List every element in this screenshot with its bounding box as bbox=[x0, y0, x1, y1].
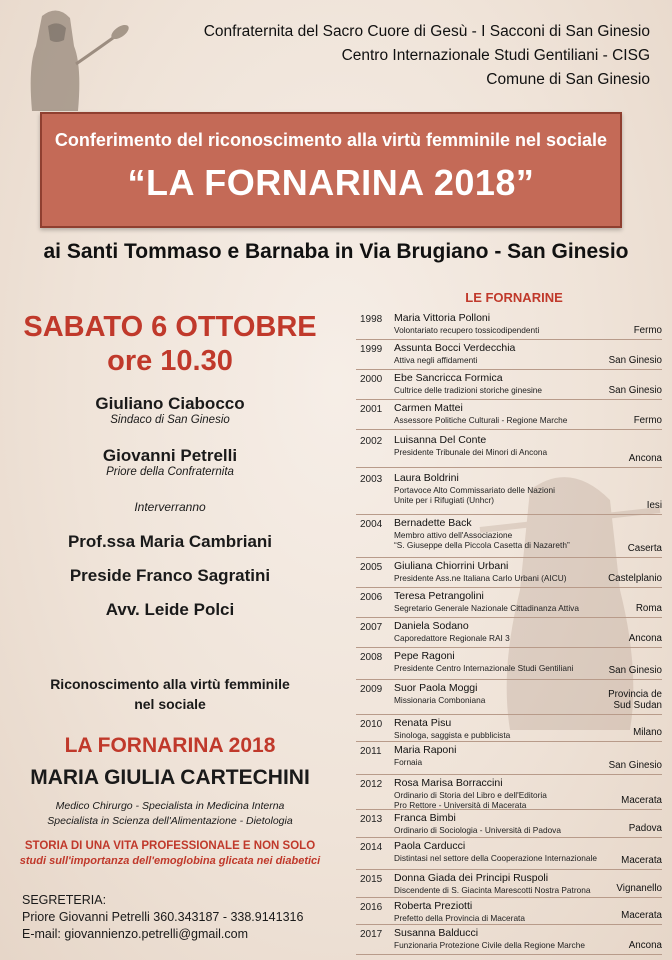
speaker-block bbox=[10, 394, 330, 426]
speaker-name: Giovanni Petrelli bbox=[102, 446, 238, 465]
organizers-header bbox=[204, 20, 650, 92]
fornarina-row bbox=[356, 369, 662, 400]
fornarina-place bbox=[621, 910, 662, 921]
fornarina-year: 2015 bbox=[360, 874, 383, 885]
recognition-line: nel sociale bbox=[134, 696, 206, 712]
fornarina-place-line: Milano bbox=[633, 727, 662, 738]
fornarina-place-line: Iesi bbox=[646, 500, 662, 511]
fornarina-year: 1998 bbox=[360, 314, 383, 325]
winner-name: MARIA GIULIA CARTECHINI bbox=[30, 766, 310, 789]
secretariat-contact: Priore Giovanni Petrelli 360.343187 - 338.9141316 bbox=[22, 910, 304, 924]
fornarina-description: Fornaia bbox=[394, 757, 423, 767]
fornarina-name: Daniela Sodano bbox=[394, 620, 469, 632]
fornarina-description: Caporedattore Regionale RAI 3 bbox=[394, 633, 510, 643]
fornarina-year: 2001 bbox=[360, 404, 383, 415]
winner-description: Specialista in Scienza dell'Alimentazione - Dietologia bbox=[47, 815, 293, 827]
organizer-line: Comune di San Ginesio bbox=[486, 71, 650, 88]
fornarina-place bbox=[628, 543, 662, 554]
speaker-role: Priore della Confraternita bbox=[106, 466, 234, 478]
fornarina-name: Susanna Balducci bbox=[394, 927, 479, 939]
fornarina-description: Presidente Centro Internazionale Studi Gentiliani bbox=[394, 663, 574, 673]
fornarina-name: Rosa Marisa Borraccini bbox=[394, 777, 503, 789]
recognition-line: Riconoscimento alla virtù femminile bbox=[50, 676, 290, 692]
fornarina-year: 2006 bbox=[360, 592, 383, 603]
fornarina-name: Pepe Ragoni bbox=[394, 650, 455, 662]
fornarina-place-line: Ancona bbox=[628, 940, 662, 951]
fornarina-place-line: Castelplanio bbox=[608, 573, 662, 584]
fornarina-name: Laura Boldrini bbox=[394, 472, 459, 484]
guest-name: Avv. Leide Polci bbox=[105, 600, 235, 619]
interverranno-label: Interverranno bbox=[134, 500, 206, 514]
fornarina-name: Suor Paola Moggi bbox=[394, 682, 478, 694]
award-name: LA FORNARINA 2018 bbox=[64, 734, 276, 757]
fornarina-description: Sinologa, saggista e pubblicista bbox=[394, 730, 511, 740]
fornarina-description: Prefetto della Provincia di Macerata bbox=[394, 913, 525, 923]
fornarina-description: Portavoce Alto Commissariato delle Nazioni bbox=[394, 485, 555, 495]
fornarina-name: Paola Carducci bbox=[394, 840, 466, 852]
fornarina-place bbox=[608, 573, 662, 584]
organizer-line: Centro Internazionale Studi Gentiliani - CISG bbox=[341, 47, 650, 64]
fornarina-row bbox=[356, 774, 662, 810]
fornarina-year: 2003 bbox=[360, 474, 383, 485]
fornarina-year: 2011 bbox=[360, 746, 382, 757]
fornarina-place bbox=[609, 385, 662, 396]
fornarina-place-line: Vignanello bbox=[616, 883, 662, 894]
fornarina-description: Distintasi nel settore della Cooperazione Internazionale bbox=[394, 853, 597, 863]
fornarina-place bbox=[616, 883, 662, 894]
talk-title: STORIA DI UNA VITA PROFESSIONALE E NON SOLO bbox=[24, 840, 316, 852]
fornarina-name: Assunta Bocci Verdecchia bbox=[394, 342, 516, 354]
guest-name: Preside Franco Sagratini bbox=[69, 566, 271, 585]
fornarina-place-line: Macerata bbox=[621, 795, 662, 806]
fornarina-year: 2007 bbox=[360, 622, 383, 633]
fornarina-name: Giuliana Chiorrini Urbani bbox=[394, 560, 509, 572]
fornarina-place-line: Caserta bbox=[627, 543, 662, 554]
fornarina-row bbox=[356, 617, 662, 648]
fornarina-description: Discendente di S. Giacinta Marescotti Nostra Patrona bbox=[394, 885, 591, 895]
fornarina-year: 2010 bbox=[360, 719, 383, 730]
fornarina-year: 2008 bbox=[360, 652, 383, 663]
fornarina-place-line: Provincia de bbox=[608, 689, 662, 700]
fornarina-description: Ordinario di Storia del Libro e dell'Editoria bbox=[394, 790, 547, 800]
venue: ai Santi Tommaso e Barnaba in Via Brugiano - San Ginesio bbox=[43, 240, 629, 263]
fornarina-row bbox=[356, 647, 662, 680]
fornarina-place bbox=[629, 823, 662, 834]
fornarina-name: Renata Pisu bbox=[394, 717, 452, 729]
fornarina-place-line: San Ginesio bbox=[608, 355, 662, 366]
fornarina-name: Roberta Preziotti bbox=[394, 900, 473, 912]
secretariat-label: SEGRETERIA: bbox=[22, 893, 107, 907]
fornarina-row bbox=[356, 309, 662, 340]
fornarina-row bbox=[356, 924, 662, 955]
talk-subtitle: studi sull'importanza dell'emoglobina glicata nei diabetici bbox=[19, 855, 321, 867]
fornarina-row bbox=[356, 897, 662, 925]
fornarina-place bbox=[634, 325, 662, 336]
fornarina-place-line: San Ginesio bbox=[608, 665, 662, 676]
fornarina-description: Attiva negli affidamenti bbox=[394, 355, 478, 365]
fornarina-year: 1999 bbox=[360, 344, 383, 355]
fornarina-name: Maria Raponi bbox=[394, 744, 457, 756]
fornarina-row bbox=[356, 431, 662, 468]
fornarina-year: 2013 bbox=[360, 814, 383, 825]
fornarina-row bbox=[356, 741, 662, 775]
fornarina-description: Ordinario di Sociologia - Università di Padova bbox=[394, 825, 561, 835]
fornarina-year: 2016 bbox=[360, 902, 383, 913]
fornarina-place bbox=[621, 855, 662, 866]
fornarina-name: Carmen Mattei bbox=[394, 402, 463, 414]
fornarina-place-line: San Ginesio bbox=[608, 760, 662, 771]
fornarina-row bbox=[356, 514, 662, 558]
event-date-block bbox=[10, 310, 330, 378]
fornarina-place bbox=[629, 633, 662, 644]
fornarina-year: 2017 bbox=[360, 929, 383, 940]
fornarina-place-line: San Ginesio bbox=[608, 385, 662, 396]
fornarine-title: LE FORNARINE bbox=[465, 290, 563, 305]
fornarina-place bbox=[609, 665, 662, 676]
guest-name: Prof.ssa Maria Cambriani bbox=[67, 532, 273, 551]
title-banner bbox=[40, 112, 622, 228]
fornarina-row bbox=[356, 399, 662, 430]
fornarina-description: Missionaria Comboniana bbox=[394, 695, 486, 705]
fornarina-place-line: Fermo bbox=[633, 415, 662, 426]
fornarina-place bbox=[629, 940, 662, 951]
fornarina-place-line: Roma bbox=[635, 603, 662, 614]
fornarina-place bbox=[608, 689, 662, 711]
fornarina-place bbox=[629, 453, 662, 464]
fornarina-description: Presidente Ass.ne Italiana Carlo Urbani (AICU) bbox=[394, 573, 567, 583]
fornarina-place bbox=[633, 727, 662, 738]
organizer-line: Confraternita del Sacro Cuore di Gesù - I Sacconi di San Ginesio bbox=[203, 23, 650, 40]
fornarina-row bbox=[356, 869, 662, 898]
fornarina-row bbox=[356, 679, 662, 715]
secretariat-email: E-mail: giovannienzo.petrelli@gmail.com bbox=[22, 927, 248, 941]
winner-description: Medico Chirurgo - Specialista in Medicina Interna bbox=[55, 800, 285, 812]
fornarina-year: 2005 bbox=[360, 562, 383, 573]
fornarina-place bbox=[609, 760, 662, 771]
speaker-role: Sindaco di San Ginesio bbox=[110, 414, 230, 426]
fornarina-place-line: Padova bbox=[628, 823, 662, 834]
hooded-figure-illustration bbox=[12, 6, 132, 116]
fornarina-row bbox=[356, 714, 662, 742]
fornarina-year: 2014 bbox=[360, 842, 383, 853]
recognition-heading bbox=[10, 674, 330, 714]
speaker-name: Giuliano Ciabocco bbox=[95, 394, 245, 413]
fornarina-place-line: Ancona bbox=[628, 633, 662, 644]
fornarina-name: Franca Bimbi bbox=[394, 812, 456, 824]
fornarina-description: “S. Giuseppe della Piccola Casetta di Nazareth” bbox=[394, 540, 570, 550]
fornarina-name: Teresa Petrangolini bbox=[394, 590, 484, 602]
fornarina-year: 2009 bbox=[360, 684, 383, 695]
fornarina-row bbox=[356, 557, 662, 588]
speaker-block bbox=[10, 446, 330, 478]
fornarina-place-line: Macerata bbox=[621, 910, 662, 921]
fornarina-description: Membro attivo dell'Associazione bbox=[394, 530, 513, 540]
fornarina-name: Luisanna Del Conte bbox=[394, 434, 487, 446]
fornarina-row bbox=[356, 587, 662, 618]
fornarina-description: Volontariato recupero tossicodipendenti bbox=[394, 325, 540, 335]
fornarina-name: Bernadette Back bbox=[394, 517, 472, 529]
event-date: SABATO 6 OTTOBRE bbox=[23, 311, 317, 343]
fornarina-row bbox=[356, 809, 662, 838]
fornarina-place-line: Fermo bbox=[633, 325, 662, 336]
fornarina-place-line: Ancona bbox=[628, 453, 662, 464]
fornarina-year: 2012 bbox=[360, 779, 383, 790]
fornarina-place-line: Sud Sudan bbox=[613, 700, 662, 711]
fornarina-description: Unite per i Rifugiati (Unhcr) bbox=[394, 495, 495, 505]
fornarina-name: Donna Giada dei Principi Ruspoli bbox=[394, 872, 549, 884]
fornarina-description: Funzionaria Protezione Civile della Regione Marche bbox=[394, 940, 585, 950]
banner-title: “LA FORNARINA 2018” bbox=[127, 162, 535, 203]
fornarina-description: Assessore Politiche Culturali - Regione Marche bbox=[394, 415, 568, 425]
fornarina-row bbox=[356, 469, 662, 515]
fornarina-row bbox=[356, 339, 662, 370]
fornarina-year: 2002 bbox=[360, 436, 383, 447]
secretariat-block bbox=[22, 892, 303, 943]
banner-subtitle: Conferimento del riconoscimento alla virtù femminile nel sociale bbox=[54, 130, 608, 150]
fornarina-name: Ebe Sancricca Formica bbox=[394, 372, 503, 384]
fornarina-description: Cultrice delle tradizioni storiche ginesine bbox=[394, 385, 543, 395]
fornarina-year: 2004 bbox=[360, 519, 383, 530]
fornarina-year: 2000 bbox=[360, 374, 383, 385]
fornarina-place bbox=[636, 603, 662, 614]
fornarina-description: Presidente Tribunale dei Minori di Ancona bbox=[394, 447, 548, 457]
fornarina-name: Maria Vittoria Polloni bbox=[394, 312, 491, 324]
fornarina-place bbox=[647, 500, 662, 511]
fornarine-list bbox=[356, 290, 672, 951]
fornarina-place bbox=[634, 415, 662, 426]
fornarina-place bbox=[609, 355, 662, 366]
event-time: ore 10.30 bbox=[107, 345, 233, 377]
fornarina-description: Segretario Generale Nazionale Cittadinanza Attiva bbox=[394, 603, 579, 613]
fornarina-row bbox=[356, 837, 662, 870]
fornarina-place-line: Macerata bbox=[621, 855, 662, 866]
fornarina-place bbox=[621, 795, 662, 806]
fornarina-description: Pro Rettore - Università di Macerata bbox=[394, 800, 527, 810]
